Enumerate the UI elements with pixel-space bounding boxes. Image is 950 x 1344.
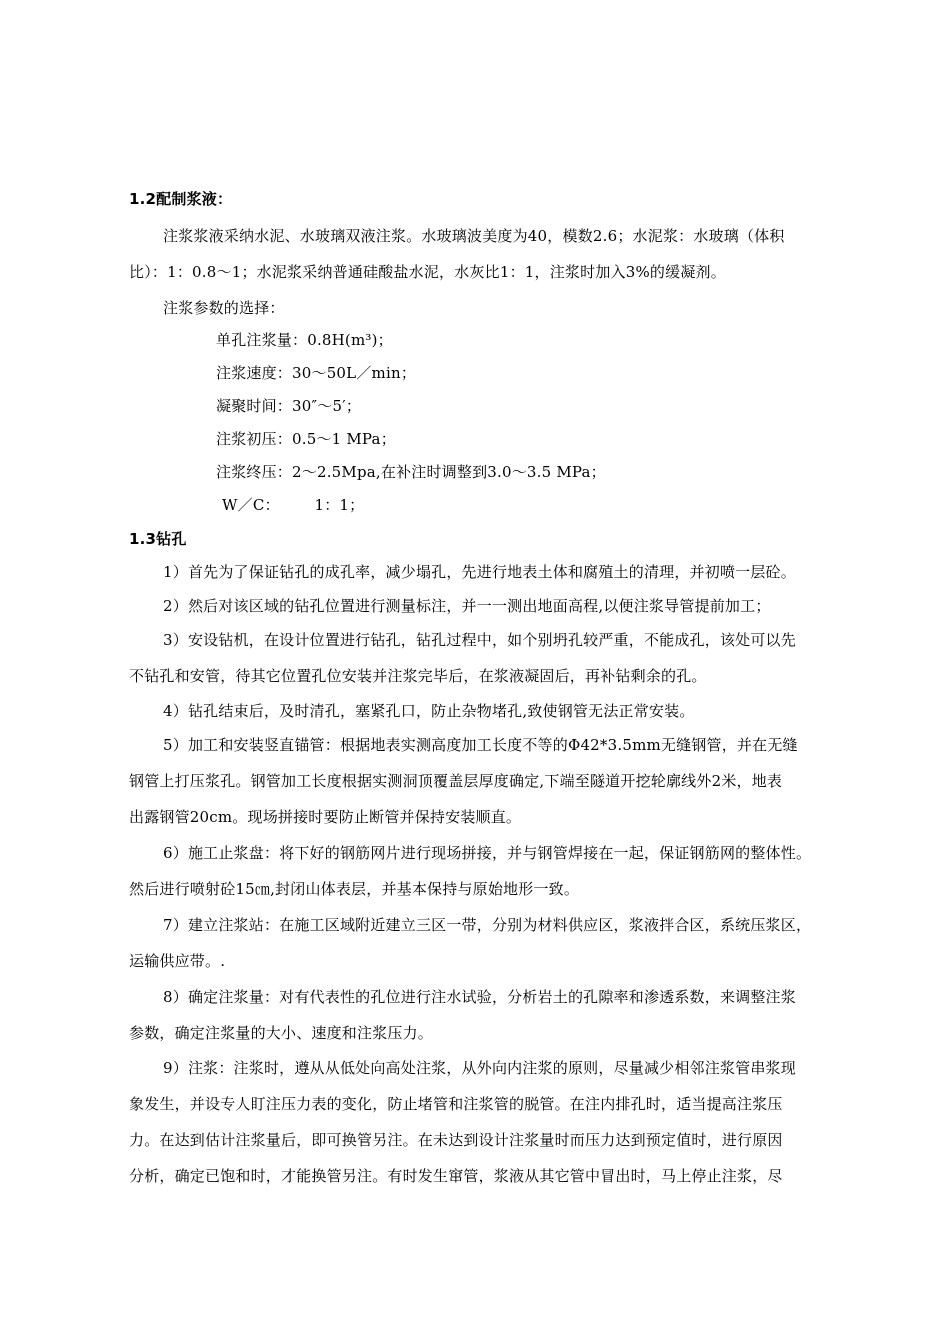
paragraph-line: 参数，确定注浆量的大小、速度和注浆压力。 [129,1024,434,1042]
paragraph-line: 4）钻孔结束后，及时清孔，塞紧孔口，防止杂物堵孔,致使钢管无法正常安装。 [163,702,695,720]
paragraph-line: 2）然后对该区域的钻孔位置进行测量标注，并一一测出地面高程,以便注浆导管提前加工； [163,597,771,615]
paragraph-line: 象发生，并设专人盯注压力表的变化，防止堵管和注浆管的脱管。在注内排孔时，适当提高注浆压 [129,1095,783,1113]
paragraph-line: 6）施工止浆盘：将下好的钢筋网片进行现场拼接，并与钢管焊接在一起，保证钢筋网的整体性。 [163,844,812,862]
paragraph-line: 9）注浆：注浆时，遵从从低处向高处注浆，从外向内注浆的原则，尽量减少相邻注浆管串浆现 [163,1059,796,1077]
paragraph-line: 注浆浆液采纳水泥、水玻璃双液注浆。水玻璃波美度为40，模数2.6；水泥浆：水玻璃（体积 [163,227,785,245]
params-intro: 注浆参数的选择： [163,299,285,317]
param-item: 注浆速度：30～50L／min； [216,364,417,382]
param-item: 单孔注浆量：0.8H(m³)； [216,331,393,349]
paragraph-line: 分析，确定已饱和时，才能换管另注。有时发生窜管，浆液从其它管中冒出时，马上停止注浆，尽 [129,1167,783,1185]
paragraph-line: 不钻孔和安管，待其它位置孔位安装并注浆完毕后，在浆液凝固后，再补钻剩余的孔。 [129,667,707,685]
paragraph-line: 出露钢管20cm。现场拼接时要防止断管并保持安装顺直。 [129,808,522,826]
param-item: 凝聚时间：30″～5′； [216,397,362,415]
param-item: W／C： 1：1； [222,496,365,514]
param-item: 注浆初压：0.5～1 MPa； [216,430,396,448]
paragraph-line: 8）确定注浆量：对有代表性的孔位进行注水试验，分析岩土的孔隙率和渗透系数，来调整注浆 [163,988,796,1006]
paragraph-line: 7）建立注浆站：在施工区域附近建立三区一带，分别为材料供应区，浆液拌合区，系统压浆区， [163,916,812,934]
paragraph-line: 然后进行喷射砼15㎝,封闭山体表层，并基本保持与原始地形一致。 [129,880,580,898]
paragraph-line: 比）：1：0.8～1；水泥浆采纳普通硅酸盐水泥，水灰比1：1，注浆时加入3%的缓凝剂。 [129,263,726,281]
paragraph-line: 3）安设钻机，在设计位置进行钻孔，钻孔过程中，如个别坍孔较严重，不能成孔，该处可以先 [163,631,796,649]
paragraph-line: 运输供应带。. [129,952,226,970]
param-item: 注浆终压：2～2.5Mpa,在补注时调整到3.0～3.5 MPa； [216,463,606,481]
section-heading-1-2: 1.2配制浆液： [129,190,233,208]
paragraph-line: 力。在达到估计注浆量后，即可换管另注。在未达到设计注浆量时而压力达到预定值时，进行原因 [129,1131,783,1149]
section-heading-1-3: 1.3钻孔 [129,530,187,548]
paragraph-line: 5）加工和安装竖直锚管：根据地表实测高度加工长度不等的Φ42*3.5mm无缝钢管，并在无缝 [163,736,798,754]
paragraph-line: 钢管上打压浆孔。钢管加工长度根据实测洞顶覆盖层厚度确定,下端至隧道开挖轮廓线外2米，地表 [129,772,783,790]
paragraph-line: 1）首先为了保证钻孔的成孔率，减少塌孔，先进行地表土体和腐殖土的清理，并初喷一层砼。 [163,563,796,581]
